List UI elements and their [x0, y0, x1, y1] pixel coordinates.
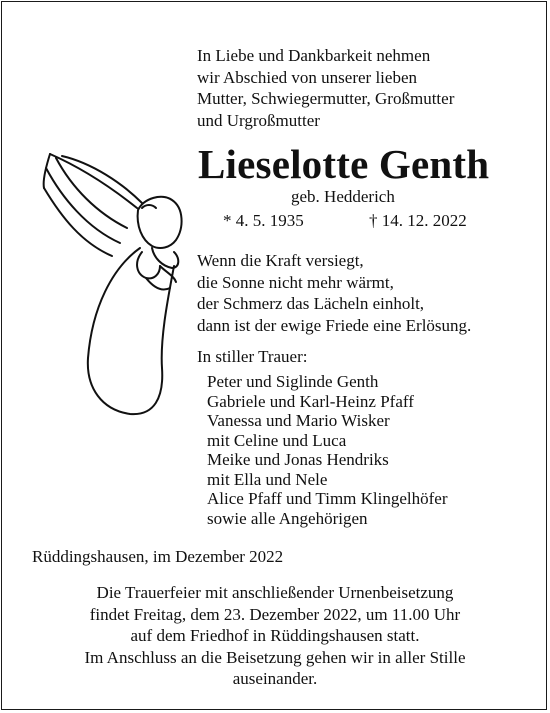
verse-line: der Schmerz das Lächeln einholt, — [197, 294, 425, 313]
intro-line: wir Abschied von unserer lieben — [197, 67, 417, 87]
life-dates — [223, 211, 493, 231]
ceremony-line: findet Freitag, dem 23. Dezember 2022, um 11.00 Uhr — [89, 604, 461, 624]
intro-line: In Liebe und Dankbarkeit nehmen — [197, 46, 431, 65]
place-date: Rüddingshausen, im Dezember 2022 — [32, 547, 284, 566]
mourner-line: mit Ella und Nele — [207, 469, 328, 489]
verse-line: die Sonne nicht mehr wärmt, — [197, 272, 394, 292]
intro-line: und Urgroßmutter — [197, 110, 320, 130]
angel-icon — [42, 148, 198, 420]
ceremony-line: Die Trauerfeier mit anschließender Urnenbeisetzung — [96, 583, 454, 602]
death-date: † 14. 12. 2022 — [369, 211, 467, 230]
ceremony-line: auseinander. — [232, 669, 318, 688]
ceremony-line: Im Anschluss an die Beisetzung gehen wir in aller Stille — [84, 647, 466, 667]
intro-line: Mutter, Schwiegermutter, Großmutter — [197, 89, 455, 108]
verse-line: Wenn die Kraft versiegt, — [197, 251, 364, 270]
ceremony-info — [20, 582, 530, 690]
mourner-line: Gabriele und Karl-Heinz Pfaff — [207, 391, 414, 411]
mourner-line: Peter und Siglinde Genth — [207, 372, 379, 391]
mourners-list — [207, 372, 448, 528]
deceased-name: Lieselotte Genth — [198, 141, 490, 187]
mourner-line: sowie alle Angehörigen — [207, 508, 368, 528]
verse-line: dann ist der ewige Friede eine Erlösung. — [197, 315, 472, 335]
intro-text — [197, 45, 454, 131]
verse — [197, 250, 471, 336]
mourner-line: Vanessa und Mario Wisker — [207, 411, 390, 430]
birth-name: geb. Hedderich — [291, 187, 395, 206]
ceremony-line: auf dem Friedhof in Rüddingshausen statt. — [130, 626, 420, 645]
mourner-line: mit Celine und Luca — [207, 430, 347, 450]
birth-date: * 4. 5. 1935 — [223, 211, 304, 230]
mourner-line: Alice Pfaff und Timm Klingelhöfer — [207, 489, 448, 508]
mourning-label: In stiller Trauer: — [197, 347, 308, 366]
mourner-line: Meike und Jonas Hendriks — [207, 450, 389, 469]
